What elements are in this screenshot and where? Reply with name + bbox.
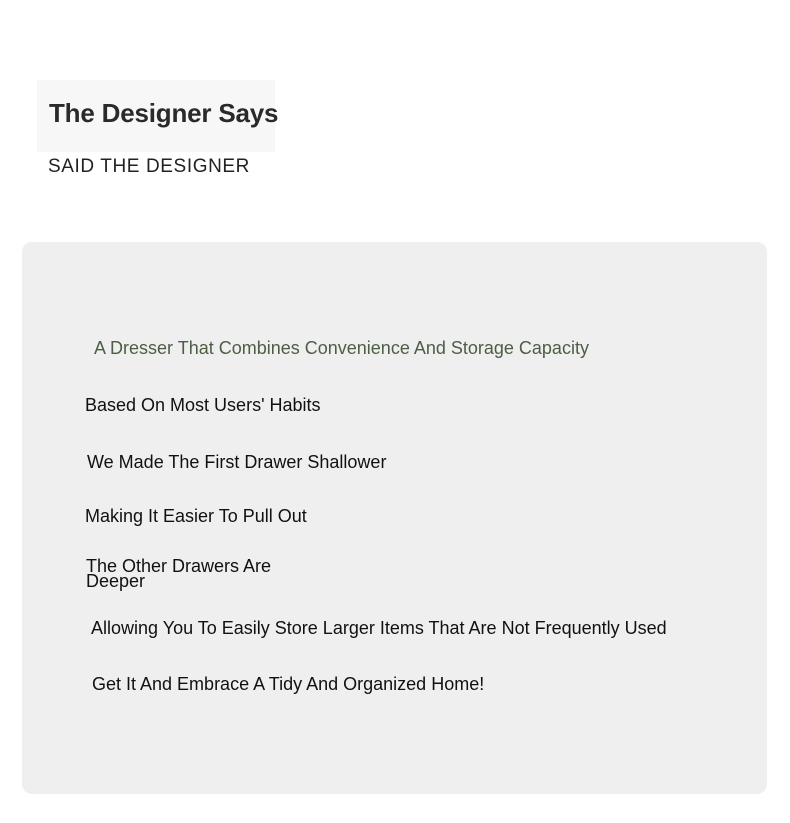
text-line: The Other Drawers Are bbox=[86, 556, 272, 576]
text-line: Allowing You To Easily Store Larger Items That Are Not Frequently Used bbox=[91, 618, 667, 638]
text-line: We Made The First Drawer Shallower bbox=[87, 452, 387, 472]
call-to-action-text: Get It And Embrace A Tidy And Organized Home! bbox=[92, 674, 485, 694]
page-subtitle: SAID THE DESIGNER bbox=[48, 156, 250, 177]
headline-text: A Dresser That Combines Convenience And Storage Capacity bbox=[94, 338, 589, 358]
text-line: Based On Most Users' Habits bbox=[85, 395, 321, 415]
text-line: Making It Easier To Pull Out bbox=[85, 506, 307, 526]
text-line: Deeper bbox=[86, 571, 146, 591]
page-title: The Designer Says bbox=[49, 98, 279, 128]
